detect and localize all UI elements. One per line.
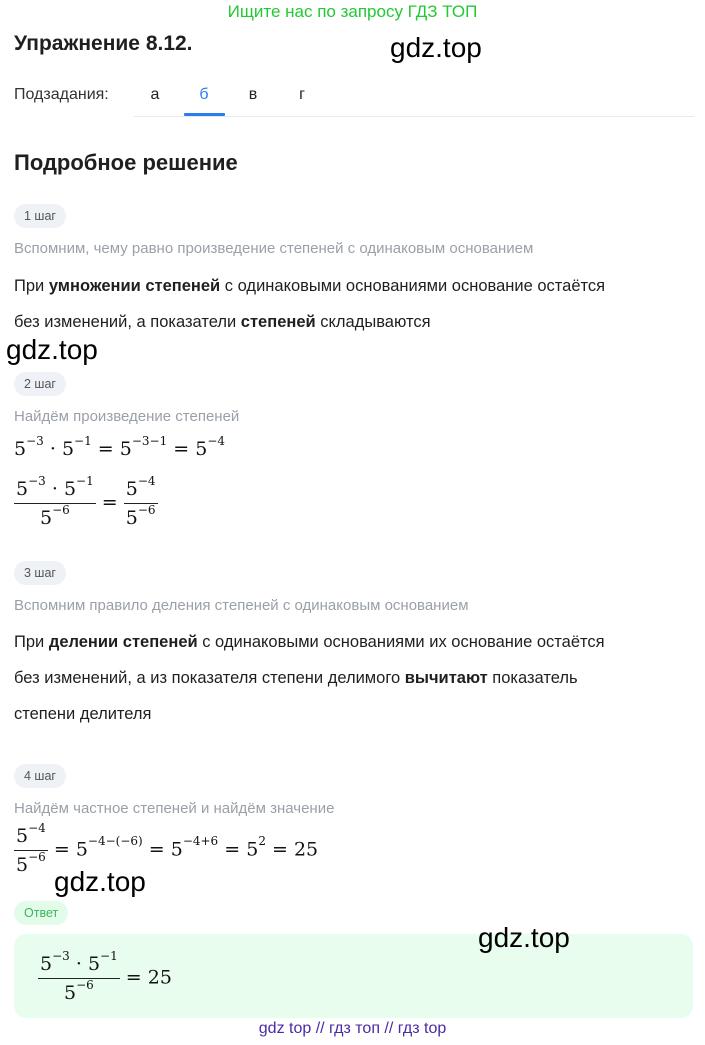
step-hint: Найдём частное степеней и найдём значение [14, 800, 335, 817]
watermark: gdz.top [390, 32, 482, 63]
step-badge: 1 шаг [14, 204, 66, 228]
fraction: $\frac{5^{-3} \cdot 5^{-1}}{5^{-6}}$ [40, 948, 118, 1004]
tab-v[interactable]: в [248, 86, 258, 103]
tab-a[interactable]: а [150, 86, 160, 103]
watermark: gdz.top [6, 334, 98, 365]
answer-equation: $\frac{5^{-3} \cdot 5^{-1}}{5^{-6}}$ = 25 [40, 948, 172, 1004]
active-tab-indicator [184, 113, 225, 116]
step-badge: 2 шаг [14, 372, 66, 396]
tab-g[interactable]: г [299, 86, 305, 103]
step-badge: 4 шаг [14, 764, 66, 788]
promo-banner[interactable]: Ищите нас по запросу ГДЗ ТОП [227, 2, 478, 21]
step-text: При умножении степеней с одинаковыми основаниями основание остаётся без изменений, а показатели степеней складываются [14, 277, 606, 331]
fraction: $\frac{5^{-4}}{5^{-6}}$ [16, 820, 46, 876]
subtasks-label: Подзадания: [14, 86, 109, 103]
fraction: $\frac{5^{-3} \cdot 5^{-1}}{5^{-6}}$ [16, 473, 94, 529]
step-hint: Вспомним, чему равно произведение степеней с одинаковым основанием [14, 240, 534, 257]
step-hint: Найдём произведение степеней [14, 408, 240, 425]
watermark: gdz.top [478, 922, 570, 953]
tab-b[interactable]: б [199, 86, 209, 103]
step-hint: Вспомним правило деления степеней с одинаковым основанием [14, 597, 469, 614]
section-title: Подробное решение [14, 150, 238, 175]
math-fraction-equation: $\frac{5^{-3} \cdot 5^{-1}}{5^{-6}}$ = $\frac{5^{-4}}{5^{-6}}$ [16, 473, 156, 529]
answer-badge: Ответ [14, 901, 68, 925]
subtask-tabs [134, 78, 694, 117]
footer-links[interactable]: gdz top // гдз топ // гдз top [258, 1020, 447, 1037]
math-quotient-equation: $\frac{5^{-4}}{5^{-6}}$ = $5^{-4-(-6)} = 5^{-4+6} = 5^2 = 25$ [16, 820, 319, 876]
step-text: При делении степеней с одинаковыми основаниями их основание остаётся без изменений, а из показателя степени делимого вычитают показатель степени делителя [14, 633, 605, 723]
step-badge: 3 шаг [14, 561, 66, 585]
math-product-equation: $5^{-3} \cdot 5^{-1} = 5^{-3-1} = 5^{-4}$ [14, 433, 226, 460]
watermark: gdz.top [54, 866, 146, 897]
exercise-title: Упражнение 8.12. [14, 32, 193, 55]
fraction: $\frac{5^{-4}}{5^{-6}}$ [125, 473, 156, 529]
